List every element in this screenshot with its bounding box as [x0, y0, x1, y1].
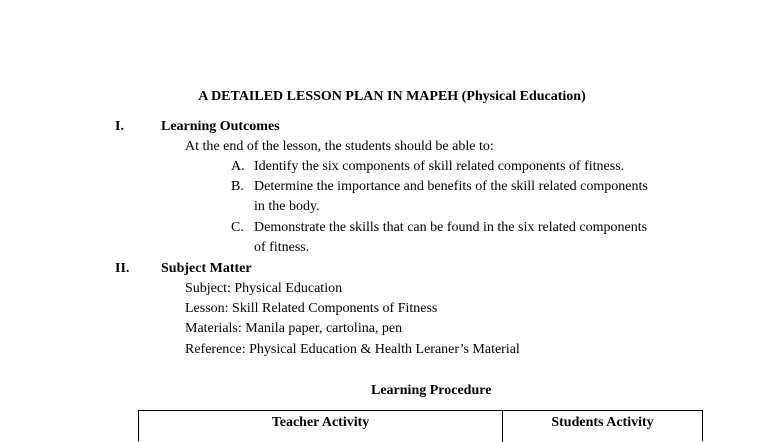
section-1-heading: Learning Outcomes	[161, 119, 280, 134]
outcome-c-text: Demonstrate the skills that can be found in the six related components	[254, 220, 648, 235]
procedure-table	[138, 410, 703, 441]
outcome-c-text-continued: of fitness.	[254, 240, 310, 255]
reference-line: Reference: Physical Education & Health Leraner’s Material	[185, 342, 520, 357]
outcome-letter-c: C.	[231, 220, 244, 235]
materials-line: Materials: Manila paper, cartolina, pen	[185, 321, 403, 336]
outcome-b-text: Determine the importance and benefits of the skill related components	[254, 179, 648, 194]
lesson-line: Lesson: Skill Related Components of Fitness	[185, 301, 438, 316]
procedure-heading: Learning Procedure	[371, 383, 492, 398]
students-activity-header: Students Activity	[551, 415, 654, 430]
section-1-intro: At the end of the lesson, the students should be able to:	[185, 139, 494, 154]
subject-line: Subject: Physical Education	[185, 281, 343, 296]
outcome-letter-a: A.	[231, 159, 245, 174]
outcome-a-text: Identify the six components of skill related components of fitness.	[254, 159, 625, 174]
teacher-activity-header: Teacher Activity	[139, 411, 503, 442]
document-title: A DETAILED LESSON PLAN IN MAPEH (Physical Education)	[198, 89, 586, 104]
section-1-numeral: I.	[115, 119, 124, 134]
outcome-b-text-continued: in the body.	[254, 199, 320, 214]
section-2-heading: Subject Matter	[161, 261, 252, 276]
outcome-letter-b: B.	[231, 179, 244, 194]
section-2-numeral: II.	[115, 261, 130, 276]
